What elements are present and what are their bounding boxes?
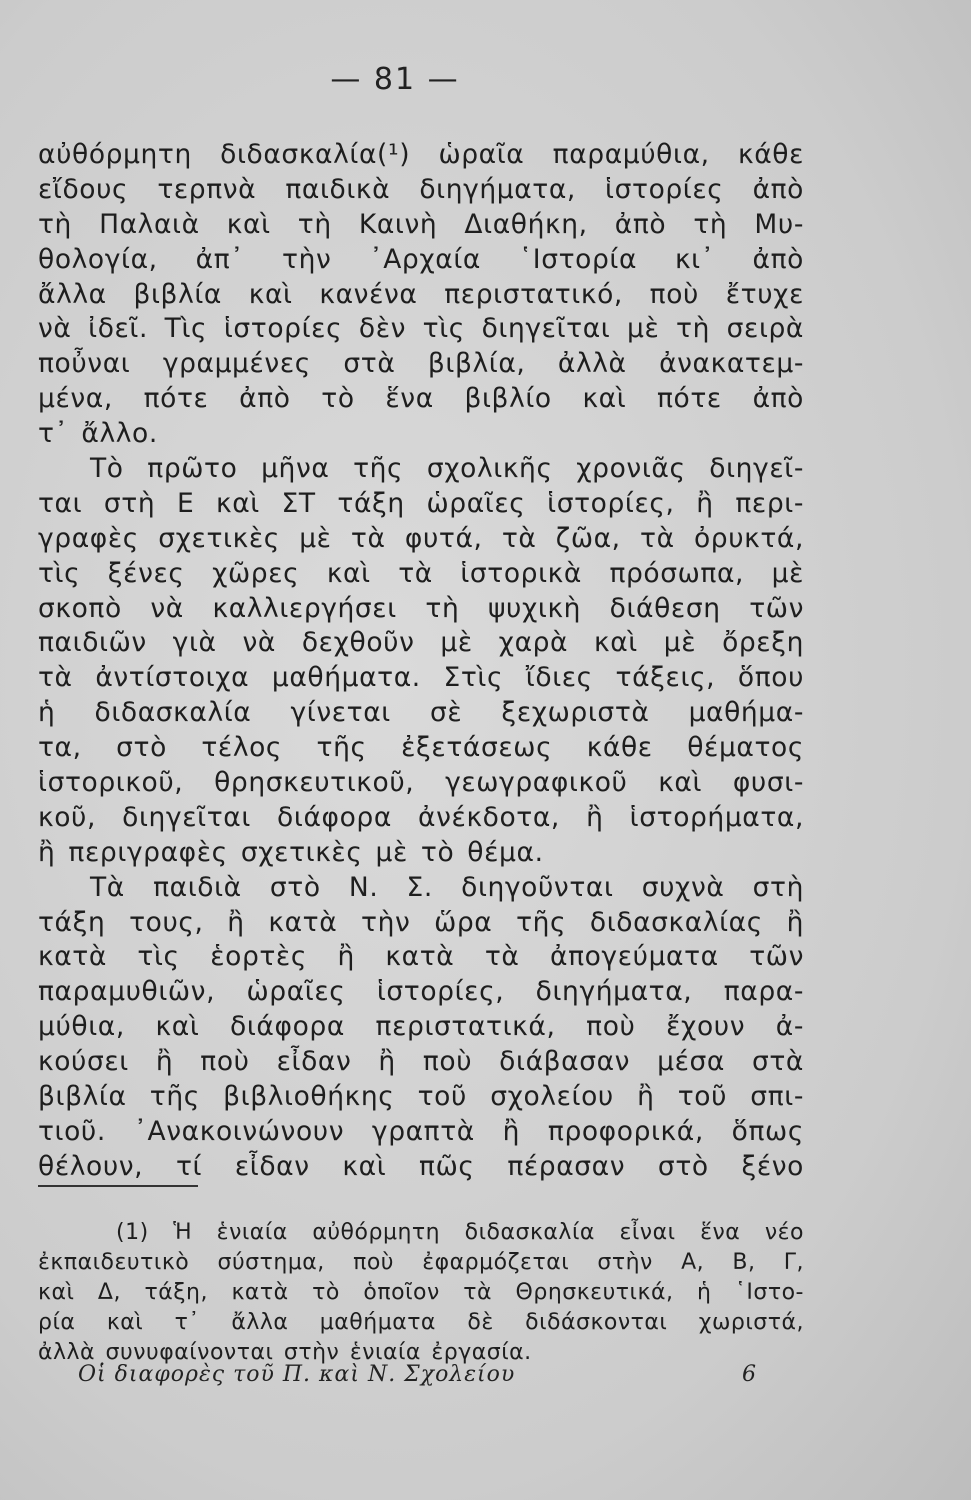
text-line: ἱστορικοῦ, θρησκευτικοῦ, γεωγραφικοῦ καὶ φυσι- <box>38 767 804 799</box>
text-line: μένα, πότε ἀπὸ τὸ ἕνα βιβλίο καὶ πότε ἀπὸ <box>38 383 804 415</box>
signature-line: Οἱ διαφορὲς τοῦ Π. καὶ Ν. Σχολείου <box>78 1362 516 1387</box>
page-number: — 81 — <box>330 62 460 97</box>
text-line: ται στὴ Ε καὶ ΣΤ τάξη ὡραῖες ἱστορίες, ἢ περι- <box>38 487 804 519</box>
text-line: παιδιῶν γιὰ νὰ δεχθοῦν μὲ χαρὰ καὶ μὲ ὄρεξη <box>38 627 804 659</box>
footnote-line: ἀλλὰ συνυφαίνονται στὴν ἑνιαία ἐργασία. <box>38 1340 532 1365</box>
text-line: Τὸ πρῶτο μῆνα τῆς σχολικῆς χρονιᾶς διηγεῖ- <box>90 453 804 485</box>
body-text <box>38 138 804 1185</box>
text-line: νὰ ἰδεῖ. Τὶς ἱστορίες δὲν τὶς διηγεῖται μὲ τὴ σειρὰ <box>38 313 804 345</box>
footnote-line: ἐκπαιδευτικὸ σύστημα, ποὺ ἐφαρμόζεται στὴν Α, Β, Γ, <box>38 1250 804 1275</box>
text-line: ἢ περιγραφὲς σχετικὲς μὲ τὸ θέμα. <box>38 836 544 868</box>
text-line: εἴδους τερπνὰ παιδικὰ διηγήματα, ἱστορίες ἀπὸ <box>38 173 804 205</box>
text-line: γραφὲς σχετικὲς μὲ τὰ φυτά, τὰ ζῶα, τὰ ὀρυκτά, <box>38 522 804 554</box>
text-line: τὴ Παλαιὰ καὶ τὴ Καινὴ Διαθήκη, ἀπὸ τὴ Μυ- <box>38 208 804 240</box>
footnote-line: ρία καὶ τ᾿ ἄλλα μαθήματα δὲ διδάσκονται χωριστά, <box>38 1310 804 1335</box>
signature-mark: 6 <box>742 1362 756 1387</box>
text-line: τα, στὸ τέλος τῆς ἐξετάσεως κάθε θέματος <box>38 732 804 764</box>
text-line: βιβλία τῆς βιβλιοθήκης τοῦ σχολείου ἢ τοῦ σπι- <box>38 1081 804 1113</box>
text-line: Τὰ παιδιὰ στὸ Ν. Σ. διηγοῦνται συχνὰ στὴ <box>90 871 804 903</box>
text-line: τάξη τους, ἢ κατὰ τὴν ὥρα τῆς διδασκαλίας ἢ <box>38 906 804 938</box>
text-line: τὶς ξένες χῶρες καὶ τὰ ἱστορικὰ πρόσωπα, μὲ <box>38 557 804 589</box>
footnote-line: καὶ Δ, τάξη, κατὰ τὸ ὁποῖον τὰ Θρησκευτικά, ἡ ῾Ιστο- <box>38 1280 804 1305</box>
text-line: κατὰ τὶς ἑορτὲς ἢ κατὰ τὰ ἀπογεύματα τῶν <box>38 941 804 973</box>
text-line: θέλουν, τί εἶδαν καὶ πῶς πέρασαν στὸ ξένο <box>38 1150 804 1182</box>
text-line: τιοῦ. ᾿Ανακοινώνουν γραπτὰ ἢ προφορικά, ὅπως <box>38 1115 804 1147</box>
text-line: ἡ διδασκαλία γίνεται σὲ ξεχωριστὰ μαθήμα- <box>38 697 804 729</box>
text-line: κούσει ἢ ποὺ εἶδαν ἢ ποὺ διάβασαν μέσα στὰ <box>38 1046 804 1078</box>
text-line: ἄλλα βιβλία καὶ κανένα περιστατικό, ποὺ ἔτυχε <box>38 278 804 310</box>
text-line: κοῦ, διηγεῖται διάφορα ἀνέκδοτα, ἢ ἱστορήματα, <box>38 801 804 833</box>
text-line: αὐθόρμητη διδασκαλία(¹) ὡραῖα παραμύθια, κάθε <box>38 139 804 170</box>
text-line: μύθια, καὶ διάφορα περιστατικά, ποὺ ἔχουν ἀ- <box>38 1011 804 1043</box>
footnote <box>38 1218 804 1368</box>
text-line: τὰ ἀντίστοιχα μαθήματα. Στὶς ἴδιες τάξεις, ὅπου <box>38 662 804 694</box>
text-line: σκοπὸ νὰ καλλιεργήσει τὴ ψυχικὴ διάθεση τῶν <box>38 592 804 624</box>
text-line: ποὖναι γραμμένες στὰ βιβλία, ἀλλὰ ἀνακατεμ- <box>38 348 804 380</box>
footnote-line: (1) Ἡ ἑνιαία αὐθόρμητη διδασκαλία εἶναι ἕνα νέο <box>116 1220 804 1245</box>
text-line: θολογία, ἀπ᾿ τὴν ᾿Αρχαία ῾Ιστορία κι᾿ ἀπὸ <box>38 243 804 275</box>
text-line: τ᾿ ἄλλο. <box>38 418 158 450</box>
footnote-divider <box>38 1185 198 1187</box>
text-line: παραμυθιῶν, ὡραῖες ἱστορίες, διηγήματα, παρα- <box>38 976 804 1008</box>
